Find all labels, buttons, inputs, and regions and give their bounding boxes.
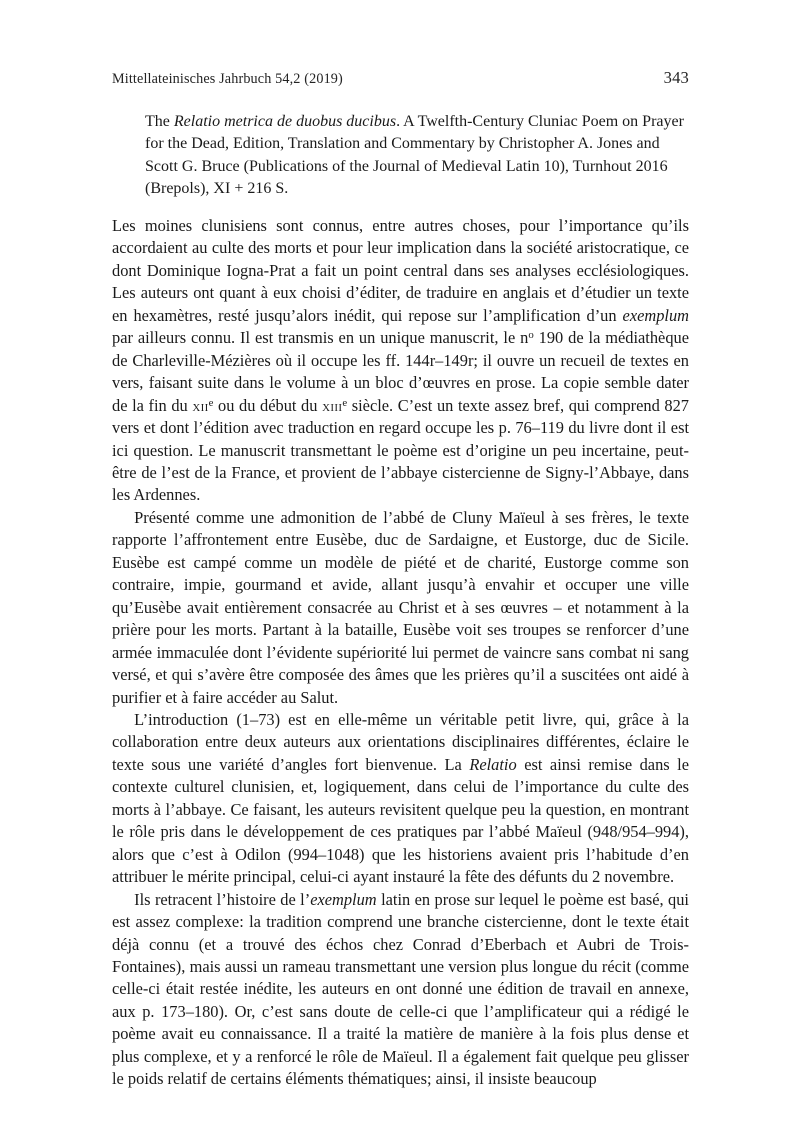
paragraph-1: Les moines clunisiens sont connus, entre autres choses, pour l’importance qu’ils accordaient au culte des morts et pour leur implication dans la société aristocratique, ce dont Dominique Iogna-Prat a fait un point central dans ses analyses ecclésiologiques. Les auteurs ont quant à eux choisi d’éditer, de traduire en anglais et d’étudier un texte en hexamètres, resté jusqu’alors inédit, qui repose sur l’amplification d’un exemplum par ailleurs connu. Il est transmis en un unique manuscrit, le $n^o$ 190 de la médiathèque de Charleville-Mézières où il occupe les ff. 144r–149r; il ouvre un recueil de textes en vers, faisant suite dans le volume à un bloc d’œuvres en prose. La copie semble dater de la fin du xii$^e$ ou du début du xiii$^e$ siècle. C’est un texte assez bref, qui comprend 827 vers et dont l’édition avec traduction en regard occupe les p. 76–119 du livre dont il est ici question. Le manuscrit transmettant le poème est d’origine un peu incertaine, peut-être de l’est de la France, et provient de l’abbaye cistercienne de Signy-l’Abbaye, dans les Ardennes. — [112, 216, 689, 505]
citation-rest: . A Twelfth-Century Cluniac Poem on Prayer for the Dead, Edition, Translation and Commentary by Christopher A. Jones and Scott G. Bruce (Publications of the Journal of Medieval Latin 10), Turnhout 2016 (Brepols), XI + 216 S. — [145, 113, 684, 198]
term-exemplum: exemplum — [622, 305, 689, 325]
century-twelfth: xii — [192, 395, 209, 415]
page-number: 343 — [663, 68, 689, 87]
paragraph-2: Présenté comme une admonition de l’abbé de Cluny Maïeul à ses frères, le texte rapporte l’affrontement entre Eusèbe, duc de Sardaigne, et Eustorge, duc de Sicile. Eusèbe est campé comme un modèle de piété et de charité, Eustorge comme son contraire, impie, gourmand et avide, allant jusqu’à envahir et occuper une ville qu’Eusèbe avait entièrement consacrée au Christ et à ses œuvres – et notamment à la prière pour les morts. Partant à la bataille, Eusèbe voit ses troupes se renforcer d’une armée immaculée dont l’évidente supériorité lui permet de vaincre sans combat ni sang versé, et qui s’avère être composée des âmes que les prières qu’il a suscitées ont aidé à purifier et à faire accéder au Salut. — [112, 507, 689, 707]
citation-title-italic: Relatio metrica de duobus ducibus — [173, 113, 397, 130]
running-head — [112, 68, 689, 88]
century-thirteenth-superscript: e — [342, 396, 348, 409]
running-head-journal-title: Mittellateinisches Jahrbuch 54,2 (2019) — [112, 71, 343, 87]
citation-block — [145, 111, 689, 201]
citation-prefix: The — [145, 113, 174, 130]
century-twelfth-superscript: e — [208, 396, 214, 409]
paragraph-4: Ils retracent l’histoire de l’exemplum latin en prose sur lequel le poème est basé, qui est assez complexe: la tradition comprend une branche cistercienne, dont le texte était déjà connu (et a trouvé des échos chez Conrad d’Eberbach et Aubri de Trois-Fontaines), mais aussi un rameau transmettant une version plus longue du récit (comme celle-ci était restée inédite, les auteurs en ont donné une édition de travail en annexe, aux p. 173–180). Or, c’est sans doute de celle-ci que l’amplificateur qui a rédigé le poème avait eu connaissance. Il a traité la matière de manière à la fois plus dense et plus complexe, et y a renforcé le rôle de Maïeul. Il a également fait quelque peu glisser le poids relatif de certains éléments thématiques; ainsi, il insiste beaucoup — [112, 889, 689, 1089]
ordinal-superscript: o — [528, 329, 534, 342]
body-text — [112, 215, 689, 1091]
century-thirteenth: xiii — [322, 395, 343, 415]
paragraph-3: L’introduction (1–73) est en elle-même un véritable petit livre, qui, grâce à la collaboration entre deux auteurs aux orientations disciplinaires différentes, éclaire le texte sous une variété d’angles fort bienvenue. La Relatio est ainsi remise dans le contexte culturel clunisien, et, logiquement, dans celui de l’importance du culte des morts à l’abbaye. Ce faisant, les auteurs revisitent quelque peu la question, en montrant le rôle pris dans le développement de ces pratiques par l’abbé Maïeul (948/954–994), alors que c’est à Odilon (994–1048) que les historiens avaient pris l’habitude d’en attribuer le mérite principal, celui-ci ayant instauré la fête des défunts du 2 novembre. — [112, 709, 690, 887]
term-exemplum-2: exemplum — [310, 889, 377, 909]
term-relatio: Relatio — [469, 754, 517, 774]
